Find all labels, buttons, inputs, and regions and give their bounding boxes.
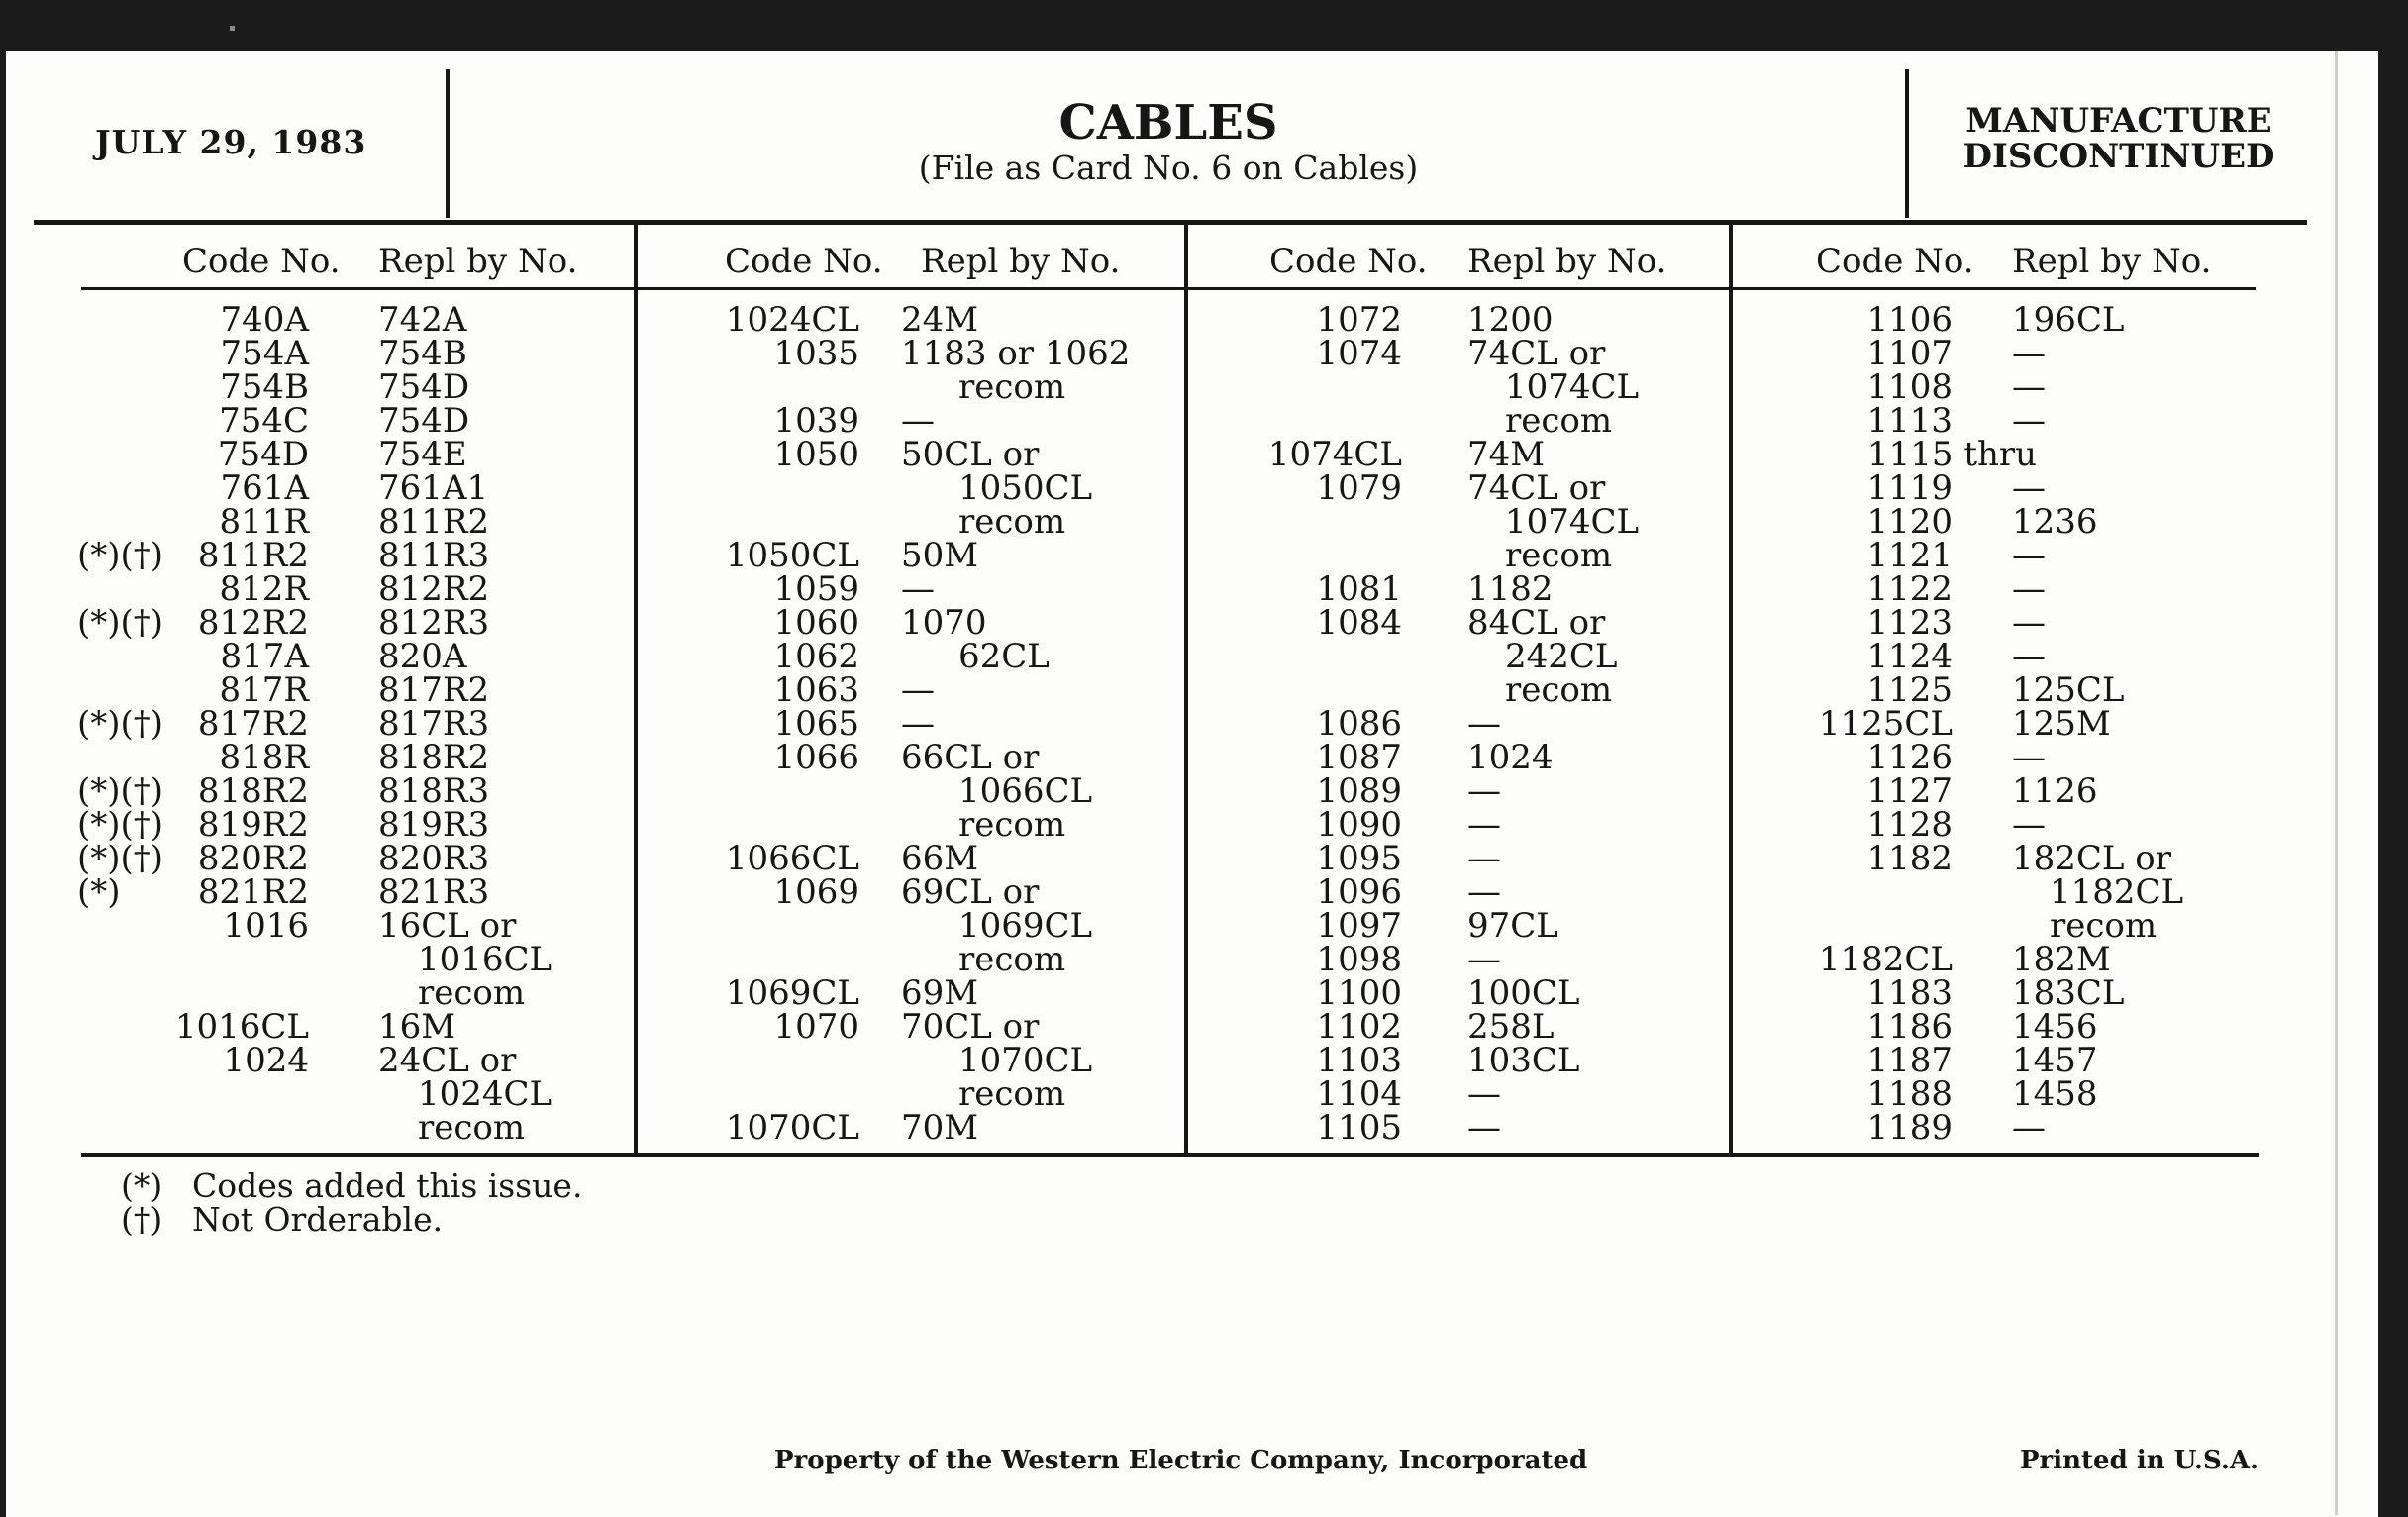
repl-cell: 70CL or [901,1007,1040,1047]
repl-cell: — [2012,603,2046,643]
row-mark: (*)(†) [77,704,164,744]
code-cell: 1103 [1316,1041,1402,1080]
repl-cell: — [2012,536,2046,575]
code-cell: 811R2 [197,536,309,575]
code-cell: 1039 [773,401,859,441]
repl-cell: — [2012,637,2046,676]
col3-repl-header: Repl by No. [1467,242,1667,281]
repl-continuation: 1182CL [2050,872,2184,912]
printed-in: Printed in U.S.A. [2020,1446,2259,1475]
repl-cell: 24M [901,300,979,340]
repl-continuation: 1069CL [958,906,1093,946]
code-cell: 1024 [223,1041,309,1080]
repl-cell: 74CL or [1467,334,1606,373]
col1-repl-header: Repl by No. [378,242,578,281]
repl-cell: — [2012,367,2046,407]
code-cell: 1105 [1316,1108,1402,1148]
code-cell: 820R2 [197,839,309,878]
code-cell: 812R2 [197,603,309,643]
repl-continuation: 1024CL [418,1074,552,1114]
repl-cell: 258L [1467,1007,1555,1047]
code-cell: 1074 [1316,334,1402,373]
col4-code-header: Code No. [1816,242,1974,281]
code-cell: 1188 [1866,1074,1953,1114]
code-cell: 817R2 [197,704,309,744]
code-cell: 1070 [773,1007,859,1047]
code-cell: 1189 [1866,1108,1953,1148]
repl-continuation: 1070CL [958,1041,1093,1080]
repl-cell: — [1467,1108,1501,1148]
code-cell: 1107 [1866,334,1953,373]
code-cell: 1125 [1866,670,1953,710]
code-cell: 1070CL [725,1108,859,1148]
repl-cell: 69CL or [901,872,1040,912]
code-cell: 761A [220,468,309,508]
code-cell: 1119 [1866,468,1953,508]
repl-cell: 70M [901,1108,979,1148]
code-cell: 1100 [1316,973,1402,1013]
speck [230,26,235,31]
code-cell: 1104 [1316,1074,1402,1114]
code-cell: 1183 [1866,973,1953,1013]
repl-cell: 74M [1467,435,1546,474]
code-cell: 1102 [1316,1007,1402,1047]
repl-cell: 196CL [2012,300,2125,340]
repl-cell: 1183 or 1062 [901,334,1131,373]
repl-cell: 103CL [1467,1041,1580,1080]
repl-continuation: recom [1505,670,1613,710]
repl-continuation: recom [958,805,1066,845]
repl-continuation: 242CL [1505,637,1618,676]
code-cell: 754A [220,334,309,373]
repl-continuation: recom [418,973,526,1013]
repl-cell: 820R3 [378,839,490,878]
code-cell: 1095 [1316,839,1402,878]
issue-date: JULY 29, 1983 [95,123,367,161]
code-cell: 817A [220,637,309,676]
page-title: CABLES [1058,95,1278,151]
repl-cell: — [901,401,935,441]
code-cell: 817R [219,670,309,710]
repl-cell: 819R3 [378,805,490,845]
code-cell: 1113 [1866,401,1953,441]
code-cell: 1087 [1316,738,1402,777]
repl-cell: — [1467,940,1501,979]
repl-cell: 1200 [1467,300,1554,340]
footnote-mark-asterisk: (*) [121,1166,163,1205]
code-cell: 818R [219,738,309,777]
repl-cell: — [901,670,935,710]
repl-cell: 818R3 [378,771,490,811]
repl-cell: 818R2 [378,738,490,777]
code-cell: 1063 [773,670,859,710]
repl-cell: — [901,569,935,609]
repl-cell: 50M [901,536,979,575]
code-cell: 1074CL [1267,435,1402,474]
col1-code-header: Code No. [182,242,341,281]
repl-cell: 811R2 [378,502,490,542]
code-cell: 1059 [773,569,859,609]
footnote-mark-dagger: (†) [121,1200,163,1239]
repl-cell: — [1467,872,1501,912]
repl-continuation: 1016CL [418,940,552,979]
repl-cell: 125CL [2012,670,2125,710]
code-cell: 1069CL [725,973,859,1013]
code-cell: 1079 [1316,468,1402,508]
code-cell: 1024CL [725,300,859,340]
code-cell: 1120 [1866,502,1953,542]
repl-cell: — [1467,805,1501,845]
repl-continuation: 1066CL [958,771,1093,811]
code-cell: 1050CL [725,536,859,575]
repl-cell: 812R3 [378,603,490,643]
code-cell: 1050 [773,435,859,474]
code-cell: 1096 [1316,872,1402,912]
code-cell: 1187 [1866,1041,1953,1080]
repl-cell: 74CL or [1467,468,1606,508]
repl-cell: 66CL or [901,738,1040,777]
code-cell: 1016 [223,906,309,946]
code-cell: 1062 [773,637,859,676]
code-cell: 754D [217,435,309,474]
card-edge [2335,51,2338,1515]
code-cell: 812R [219,569,309,609]
repl-continuation: 1074CL [1505,502,1640,542]
code-cell: 1182CL [1818,940,1953,979]
repl-cell: 1457 [2012,1041,2098,1080]
status-label [1921,103,2317,174]
column-header-rule [81,287,2256,290]
repl-cell: — [2012,334,2046,373]
code-cell: 1124 [1866,637,1953,676]
code-cell: 1115 thru [1867,435,2038,474]
repl-cell: 24CL or [378,1041,517,1080]
repl-cell: 183CL [2012,973,2125,1013]
repl-cell: 1182 [1467,569,1554,609]
column-divider-2 [1184,222,1188,1157]
repl-cell: 817R3 [378,704,490,744]
repl-cell: — [2012,1108,2046,1148]
col2-code-header: Code No. [725,242,883,281]
code-cell: 1066 [773,738,859,777]
col2-repl-header: Repl by No. [921,242,1121,281]
repl-cell: 1236 [2012,502,2098,542]
repl-cell: — [2012,569,2046,609]
row-mark: (*)(†) [77,603,164,643]
page-subtitle: (File as Card No. 6 on Cables) [918,149,1419,187]
code-cell: 811R [219,502,309,542]
repl-cell: 69M [901,973,979,1013]
repl-cell: — [2012,468,2046,508]
row-mark: (*)(†) [77,771,164,811]
code-cell: 1069 [773,872,859,912]
code-cell: 1060 [773,603,859,643]
repl-cell: 754D [378,401,470,441]
code-cell: 819R2 [197,805,309,845]
repl-cell: — [2012,738,2046,777]
repl-cell: 100CL [1467,973,1580,1013]
repl-cell: 1458 [2012,1074,2098,1114]
code-cell: 1125CL [1818,704,1953,744]
col4-repl-header: Repl by No. [2012,242,2212,281]
repl-cell: 1126 [2012,771,2098,811]
repl-continuation: 62CL [958,637,1050,676]
code-cell: 1089 [1316,771,1402,811]
column-divider-1 [634,222,638,1157]
repl-continuation: recom [1505,536,1613,575]
code-cell: 1108 [1866,367,1953,407]
code-cell: 1072 [1316,300,1402,340]
repl-cell: 182M [2012,940,2111,979]
repl-cell: — [2012,401,2046,441]
repl-cell: 97CL [1467,906,1558,946]
code-cell: 1066CL [725,839,859,878]
repl-continuation: recom [958,502,1066,542]
code-cell: 1035 [773,334,859,373]
repl-continuation: 1050CL [958,468,1093,508]
table-bottom-rule [81,1153,2259,1157]
repl-continuation: recom [958,367,1066,407]
repl-cell: 821R3 [378,872,490,912]
code-cell: 1121 [1866,536,1953,575]
header-divider-left [446,69,450,218]
repl-cell: — [1467,1074,1501,1114]
repl-cell: 754B [378,334,467,373]
code-cell: 1097 [1316,906,1402,946]
status-line-2: DISCONTINUED [1962,137,2275,176]
repl-cell: — [1467,704,1501,744]
repl-cell: 1070 [901,603,987,643]
code-cell: 1086 [1316,704,1402,744]
code-cell: 1126 [1866,738,1953,777]
footnote-text-dagger: Not Orderable. [192,1200,444,1239]
footnote-text-asterisk: Codes added this issue. [192,1166,583,1205]
repl-cell: 16CL or [378,906,517,946]
code-cell: 740A [220,300,309,340]
row-mark: (*)(†) [77,839,164,878]
code-cell: 1128 [1866,805,1953,845]
code-cell: 754B [220,367,309,407]
code-cell: 1106 [1866,300,1953,340]
repl-cell: 761A1 [378,468,489,508]
repl-cell: 66M [901,839,979,878]
repl-cell: 50CL or [901,435,1040,474]
repl-cell: — [1467,839,1501,878]
repl-cell: 182CL or [2012,839,2172,878]
repl-cell: 754E [378,435,467,474]
code-cell: 1081 [1316,569,1402,609]
column-divider-3 [1729,222,1733,1157]
code-cell: 1065 [773,704,859,744]
repl-cell: 125M [2012,704,2111,744]
code-cell: 754C [219,401,309,441]
repl-cell: 1456 [2012,1007,2098,1047]
code-cell: 1122 [1866,569,1953,609]
code-cell: 1016CL [174,1007,309,1047]
repl-cell: 812R2 [378,569,490,609]
code-cell: 1084 [1316,603,1402,643]
code-cell: 1186 [1866,1007,1953,1047]
row-mark: (*)(†) [77,805,164,845]
code-cell: 1182 [1866,839,1953,878]
code-cell: 818R2 [197,771,309,811]
header-divider-right [1905,69,1909,218]
repl-continuation: recom [958,940,1066,979]
code-cell: 1127 [1866,771,1953,811]
code-cell: 821R2 [197,872,309,912]
repl-cell: 811R3 [378,536,490,575]
repl-cell: — [2012,805,2046,845]
repl-cell: 16M [378,1007,456,1047]
repl-cell: 1024 [1467,738,1554,777]
col3-code-header: Code No. [1269,242,1428,281]
repl-continuation: recom [2050,906,2157,946]
header-rule [34,220,2307,225]
row-mark: (*) [77,872,121,912]
repl-continuation: recom [1505,401,1613,441]
repl-continuation: recom [418,1108,526,1148]
repl-cell: 84CL or [1467,603,1606,643]
status-line-1: MANUFACTURE [1965,101,2272,141]
property-notice: Property of the Western Electric Company, Incorporated [774,1446,1588,1475]
repl-cell: 754D [378,367,470,407]
repl-cell: 820A [378,637,467,676]
repl-cell: — [901,704,935,744]
code-cell: 1098 [1316,940,1402,979]
repl-continuation: 1074CL [1505,367,1640,407]
row-mark: (*)(†) [77,536,164,575]
repl-continuation: recom [958,1074,1066,1114]
repl-cell: — [1467,771,1501,811]
code-cell: 1090 [1316,805,1402,845]
code-cell: 1123 [1866,603,1953,643]
repl-cell: 742A [378,300,467,340]
repl-cell: 817R2 [378,670,490,710]
